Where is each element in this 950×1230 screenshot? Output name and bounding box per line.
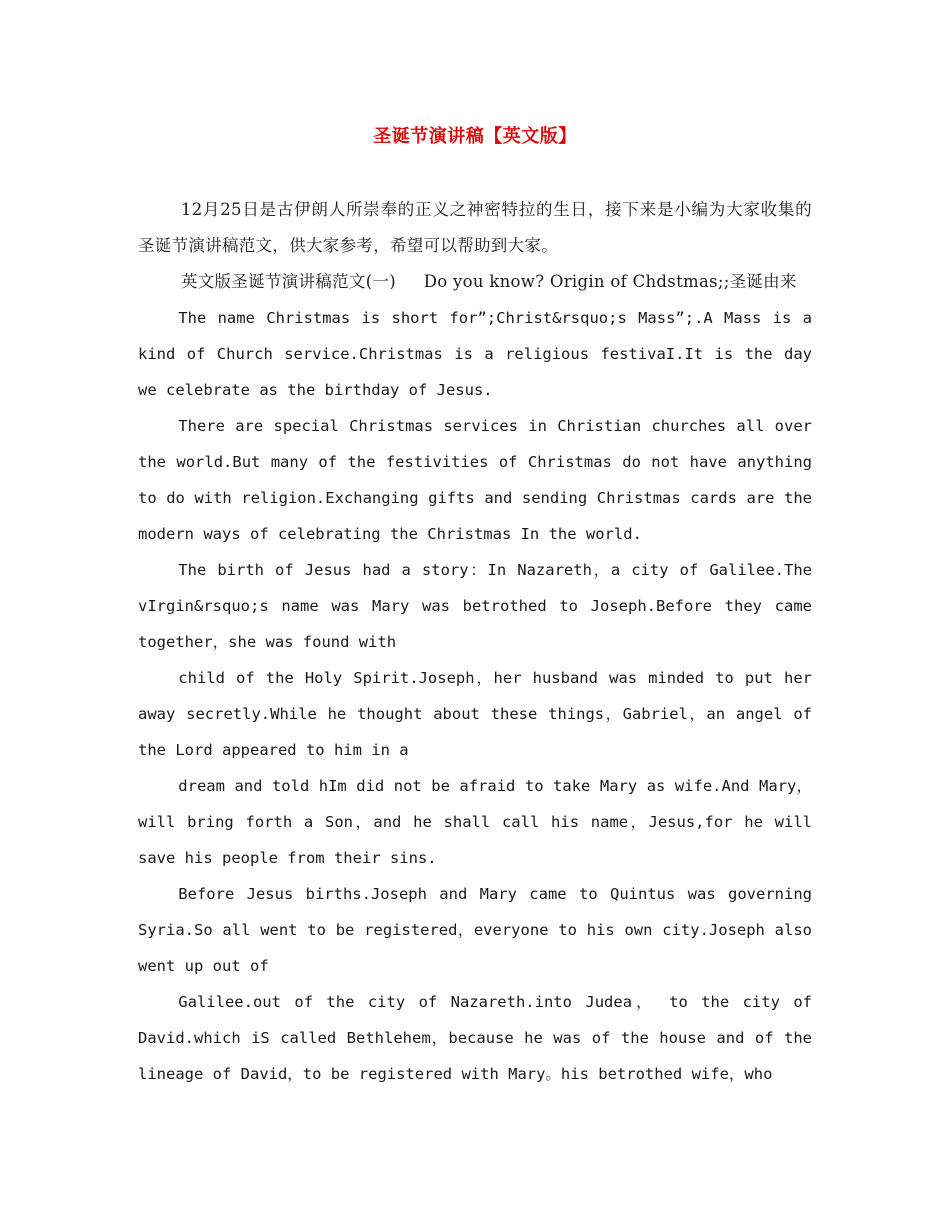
paragraph: Before Jesus births.Joseph and Mary came to Quintus was governing Syria.So all went to be registered，everyone to his own city.Joseph also went up out of bbox=[138, 885, 812, 975]
paragraph-heading: 英文版圣诞节演讲稿范文(一) Do you know? Origin of Chdstmas;;圣诞由来 bbox=[180, 272, 797, 291]
paragraph-intro: 12月25日是古伊朗人所崇奉的正义之神密特拉的生日，接下来是小编为大家收集的圣诞节演讲稿范文，供大家参考，希望可以帮助到大家。 bbox=[138, 200, 812, 255]
document-body bbox=[138, 192, 812, 1092]
paragraph: There are special Christmas services in Christian churches all over the world.But many of the festivities of Christmas do not have anything to do with religion.Exchanging gifts and sending Christmas cards are the modern ways of celebrating the Christmas In the world. bbox=[138, 417, 812, 543]
paragraph: The name Christmas is short for”;Christ&rsquo;s Mass”;.A Mass is a kind of Church service.Christmas is a religious festivaI.It is the day we celebrate as the birthday of Jesus. bbox=[138, 309, 812, 399]
paragraph: The birth of Jesus had a story：In Nazareth，a city of Galilee.The vIrgin&rsquo;s name was Mary was betrothed to Joseph.Before they came together，she was found with bbox=[138, 561, 812, 651]
paragraph: child of the Holy Spirit.Joseph，her husband was minded to put her away secretly.While he thought about these things，Gabriel，an angel of the Lord appeared to him in a bbox=[138, 669, 812, 759]
paragraph: dream and told hIm did not be afraid to take Mary as wife.And Mary，will bring forth a Son，and he shall call his name，Jesus,for he will save his people from their sins. bbox=[138, 777, 812, 867]
document-title: 圣诞节演讲稿【英文版】 bbox=[373, 126, 577, 147]
paragraph: Galilee.out of the city of Nazareth.into Judea， to the city of David.which iS called Bethlehem，because he was of the house and of the lineage of David，to be registered with Mary。his betrothed wife，who bbox=[138, 993, 812, 1083]
